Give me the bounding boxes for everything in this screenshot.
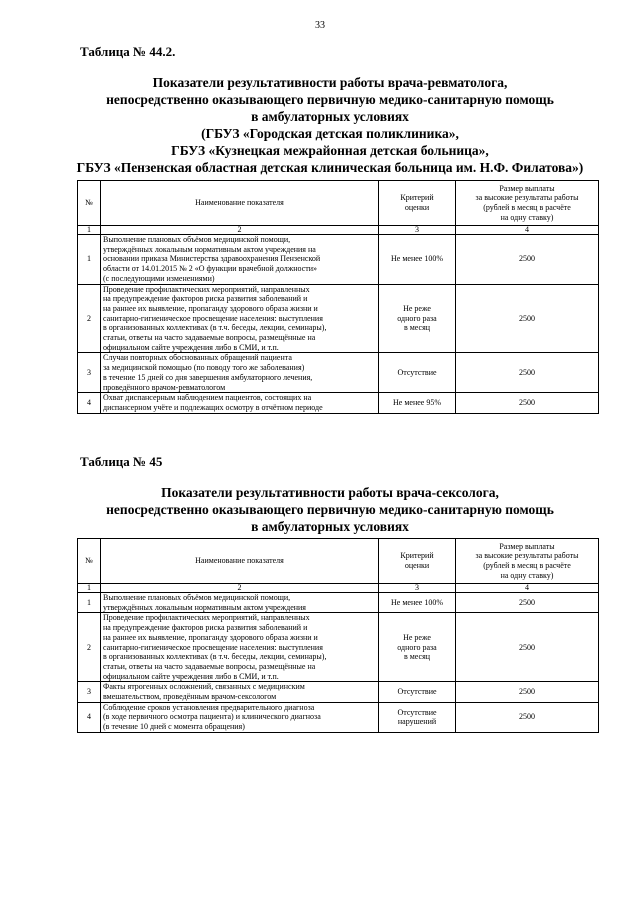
table-45-heading [60, 484, 600, 535]
header-num: № [78, 539, 101, 584]
table-row [78, 235, 599, 285]
row-criterion: Отсутствие [379, 353, 456, 393]
header-name: Наименование показателя [101, 539, 379, 584]
header-row [78, 181, 599, 226]
column-number: 1 [78, 584, 101, 593]
row-indicator: Случаи повторных обоснованных обращений пациента за медицинской помощью (по поводу того же заболевания) в течение 15 дней со дня завершения амбулаторного лечения, проведённого врачом-ревматологом [101, 353, 379, 393]
row-indicator: Выполнение плановых объёмов медицинской помощи, утверждённых локальным нормативным актом учреждения [101, 593, 379, 613]
heading-line: в амбулаторных условиях [251, 519, 409, 534]
header-criterion: Критерий оценки [379, 181, 456, 226]
column-number: 4 [456, 226, 599, 235]
table-row [78, 682, 599, 702]
row-indicator: Охват диспансерным наблюдением пациентов, состоящих на диспансерном учёте и подлежащих осмотру в отчётном периоде [101, 393, 379, 413]
row-num: 3 [78, 682, 101, 702]
heading-line: ГБУЗ «Пензенская областная детская клиническая больница им. Н.Ф. Филатова») [76, 160, 584, 175]
column-number-row [78, 226, 599, 235]
row-payment: 2500 [456, 353, 599, 393]
row-indicator: Факты ятрогенных осложнений, связанных с медицинским вмешательством, проведённым врачом-сексологом [101, 682, 379, 702]
row-payment: 2500 [456, 284, 599, 353]
row-criterion: Не менее 95% [379, 393, 456, 413]
header-payment: Размер выплаты за высокие результаты работы (рублей в месяц в расчёте на одну ставку) [456, 181, 599, 226]
row-criterion: Отсутствие [379, 682, 456, 702]
table-row [78, 284, 599, 353]
heading-line: ГБУЗ «Кузнецкая межрайонная детская больница», [171, 143, 489, 158]
table-row [78, 353, 599, 393]
header-row [78, 539, 599, 584]
header-criterion: Критерий оценки [379, 539, 456, 584]
column-number: 1 [78, 226, 101, 235]
table-44-2 [77, 180, 599, 414]
heading-line: Показатели результативности работы врача-сексолога, [161, 485, 499, 500]
heading-line: Показатели результативности работы врача-ревматолога, [152, 75, 508, 90]
row-criterion: Не менее 100% [379, 235, 456, 285]
column-number: 2 [101, 226, 379, 235]
row-payment: 2500 [456, 613, 599, 682]
row-payment: 2500 [456, 393, 599, 413]
row-criterion: Не реже одного раза в месяц [379, 613, 456, 682]
row-num: 4 [78, 702, 101, 732]
heading-line: в амбулаторных условиях [251, 109, 409, 124]
row-payment: 2500 [456, 235, 599, 285]
table-row [78, 613, 599, 682]
table-44-2-heading [60, 74, 600, 176]
column-number: 2 [101, 584, 379, 593]
column-number: 3 [379, 226, 456, 235]
table-45 [77, 538, 599, 733]
row-indicator: Проведение профилактических мероприятий, направленных на предупреждение факторов риска развития заболеваний и на раннее их выявление, пропаганду здорового образа жизни и санитарно-гигиеническое просвещение населения: выступления в организованных коллективах (в т.ч. беседы, лекции, семинары), статьи, ответы на часто задаваемые вопросы, размещённые на официальном сайте учреждения либо в СМИ, и т.п. [101, 284, 379, 353]
row-num: 2 [78, 284, 101, 353]
table-45-caption: Таблица № 45 [80, 454, 163, 469]
page-number: 33 [315, 20, 325, 31]
row-criterion: Не менее 100% [379, 593, 456, 613]
column-number: 4 [456, 584, 599, 593]
table-row [78, 702, 599, 732]
row-indicator: Проведение профилактических мероприятий, направленных на предупреждение факторов риска развития заболеваний и на раннее их выявление, пропаганду здорового образа жизни и санитарно-гигиеническое просвещение населения: выступления в организованных коллективах (в т.ч. беседы, лекции, семинары), статьи, ответы на часто задаваемые вопросы, размещённые на официальном сайте учреждения либо в СМИ, и т.п. [101, 613, 379, 682]
table-44-2-caption: Таблица № 44.2. [80, 44, 176, 59]
row-num: 2 [78, 613, 101, 682]
column-number-row [78, 584, 599, 593]
heading-line: непосредственно оказывающего первичную медико-санитарную помощь [106, 92, 554, 107]
row-payment: 2500 [456, 702, 599, 732]
column-number: 3 [379, 584, 456, 593]
row-num: 3 [78, 353, 101, 393]
row-criterion: Отсутствие нарушений [379, 702, 456, 732]
table-row [78, 593, 599, 613]
heading-line: (ГБУЗ «Городская детская поликлиника», [201, 126, 459, 141]
row-payment: 2500 [456, 593, 599, 613]
header-num: № [78, 181, 101, 226]
row-indicator: Выполнение плановых объёмов медицинской помощи, утверждённых локальным нормативным актом учреждения на основании приказа Министерства здравоохранения Пензенской области от 14.01.2015 № 2 «О функции врачебной должности» (с последующими изменениями) [101, 235, 379, 285]
row-indicator: Соблюдение сроков установления предварительного диагноза (в ходе первичного осмотра пациента) и клинического диагноза (в течение 10 дней с момента обращения) [101, 702, 379, 732]
header-name: Наименование показателя [101, 181, 379, 226]
row-payment: 2500 [456, 682, 599, 702]
row-criterion: Не реже одного раза в месяц [379, 284, 456, 353]
row-num: 4 [78, 393, 101, 413]
header-payment: Размер выплаты за высокие результаты работы (рублей в месяц в расчёте на одну ставку) [456, 539, 599, 584]
row-num: 1 [78, 235, 101, 285]
row-num: 1 [78, 593, 101, 613]
table-row [78, 393, 599, 413]
heading-line: непосредственно оказывающего первичную медико-санитарную помощь [106, 502, 554, 517]
